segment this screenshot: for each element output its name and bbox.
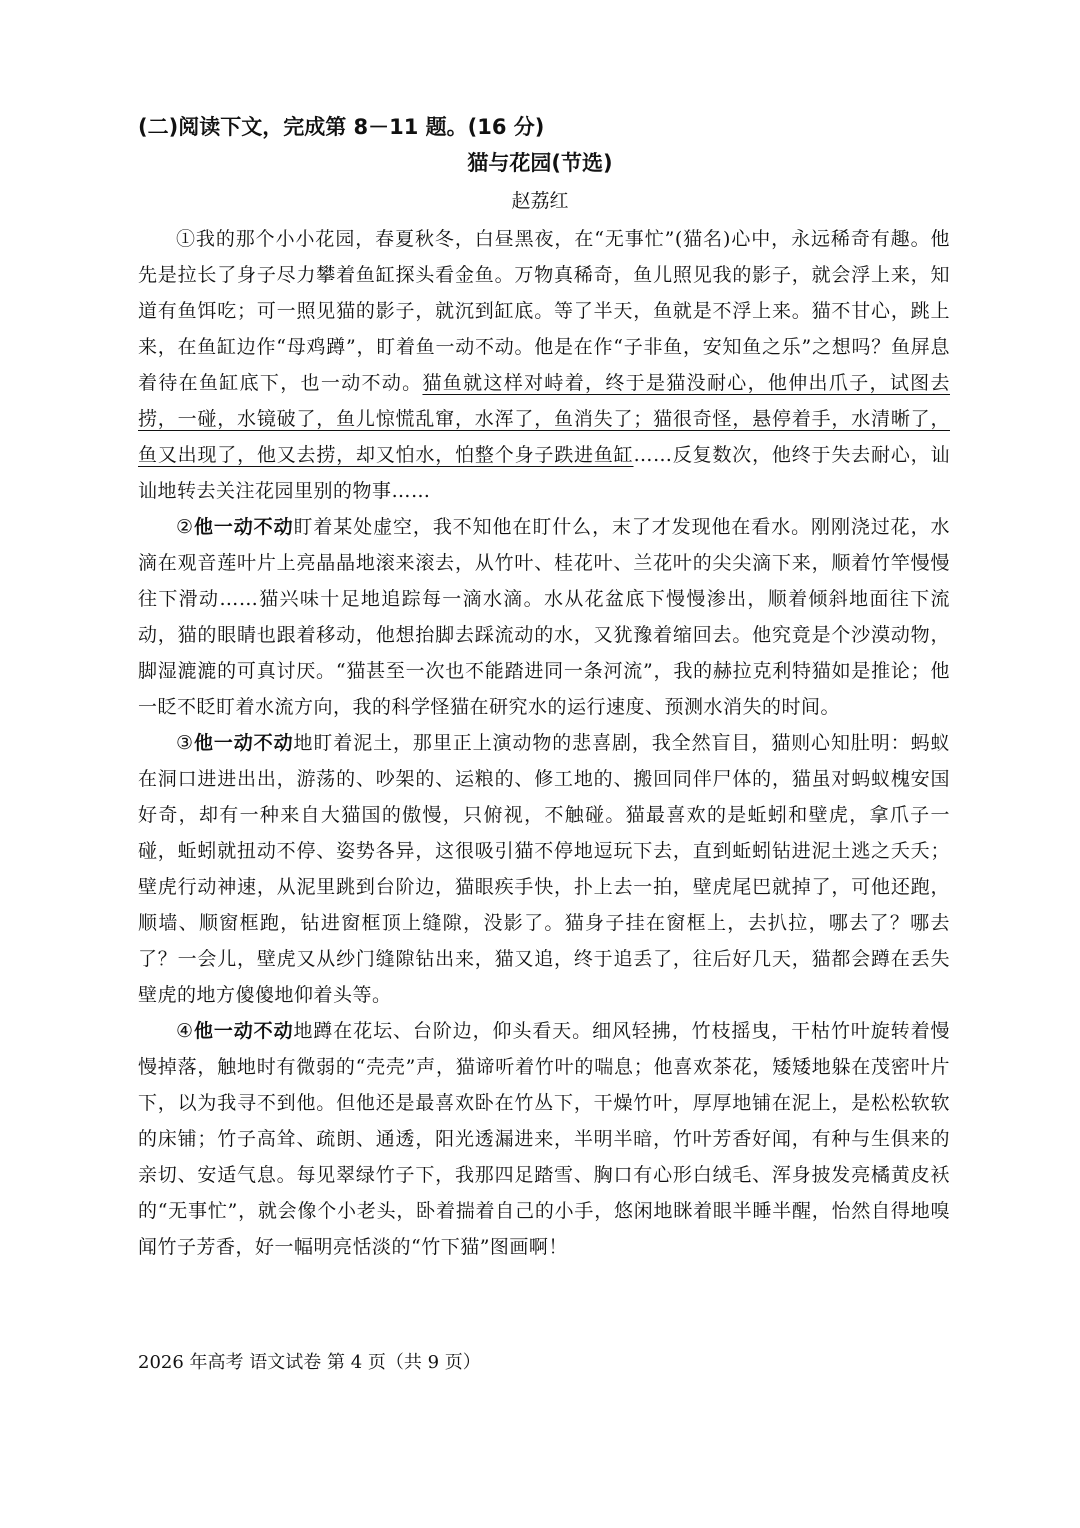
paragraph-3-number: ③ (176, 732, 194, 754)
article-title: 猫与花园(节选) (467, 151, 613, 175)
page-footer: 2026 年高考 语文试卷 第 4 页（共 9 页） (138, 1352, 481, 1373)
paragraph-1-text: ①我的那个小小花园，春夏秋冬，白昼黑夜，在“无事忙”(猫名)心中，永远稀奇有趣。他先是拉长了身子尽力攀着鱼缸探头看金鱼。万物真稀奇，鱼儿照见我的影子，就会浮上来，知道有鱼饵吃；可一照见猫的影子，就沉到缸底。等了半天，鱼就是不浮上来。猫不甘心，跳上来，在鱼缸边作“母鸡蹲”，盯着鱼一动不动。他是在作“子非鱼，安知鱼之乐”之想吗？鱼屏息着待在鱼缸底下，也一动不动。 (138, 228, 950, 394)
paragraph-2 (138, 509, 950, 725)
paragraph-4-number: ④ (176, 1020, 194, 1042)
paragraph-1-underlined-text: 猫鱼就这样对峙着，终于是猫没耐心，他伸出爪子，试图去捞，一碰，水镜破了，鱼儿惊慌乱窜，水浑了，鱼消失了；猫很奇怪，悬停着手，水清晰了，鱼又出现了，他又去捞，却又怕水，怕整个身子跌进鱼缸 (138, 372, 950, 466)
paragraph-2-text: 盯着某处虚空，我不知他在盯什么，末了才发现他在看水。刚刚浇过花，水滴在观音莲叶片上亮晶晶地滚来滚去，从竹叶、桂花叶、兰花叶的尖尖滴下来，顺着竹竿慢慢往下滑动……猫兴味十足地追踪每一滴水滴。水从花盆底下慢慢渗出，顺着倾斜地面往下流动，猫的眼睛也跟着移动，他想抬脚去踩流动的水，又犹豫着缩回去。他究竟是个沙漠动物，脚湿漉漉的可真讨厌。“猫甚至一次也不能踏进同一条河流”，我的赫拉克利特猫如是推论；他一眨不眨盯着水流方向，我的科学怪猫在研究水的运行速度、预测水消失的时间。 (138, 516, 950, 718)
paragraph-2-number: ② (176, 516, 194, 538)
paragraph-3 (138, 725, 950, 1013)
paragraph-2-bold-phrase: 他一动不动 (193, 516, 294, 538)
paragraph-1-text-end: ……反复数次，他终于失去耐心，讪讪地转去关注花园里别的物事…… (138, 444, 950, 502)
paragraph-3-bold-phrase: 他一动不动 (193, 732, 294, 754)
article-body (138, 221, 950, 1265)
paragraph-4 (138, 1013, 950, 1265)
paragraph-1 (138, 221, 950, 509)
section-heading: (二)阅读下文，完成第 8－11 题。(16 分) (138, 115, 545, 139)
paragraph-4-text: 地蹲在花坛、台阶边，仰头看天。细风轻拂，竹枝摇曳，干枯竹叶旋转着慢慢掉落，触地时有微弱的“壳壳”声，猫谛听着竹叶的喘息；他喜欢茶花，矮矮地躲在茂密叶片下，以为我寻不到他。但他还是最喜欢卧在竹丛下，干燥竹叶，厚厚地铺在泥上，是松松软软的床铺；竹子高耸、疏朗、通透，阳光透漏进来，半明半暗，竹叶芳香好闻，有种与生俱来的亲切、安适气息。每见翠绿竹子下，我那四足踏雪、胸口有心形白绒毛、浑身披发亮橘黄皮袄的“无事忙”，就会像个小老头，卧着揣着自己的小手，悠闲地眯着眼半睡半醒，怡然自得地嗅闻竹子芳香，好一幅明亮恬淡的“竹下猫”图画啊！ (138, 1020, 950, 1258)
article-author: 赵荔红 (511, 190, 569, 212)
paragraph-4-bold-phrase: 他一动不动 (193, 1020, 294, 1042)
paragraph-3-text: 地盯着泥土，那里正上演动物的悲喜剧，我全然盲目，猫则心知肚明：蚂蚁在洞口进进出出，游荡的、吵架的、运粮的、修工地的、搬回同伴尸体的，猫虽对蚂蚁槐安国好奇，却有一种来自大猫国的傲慢，只俯视，不触碰。猫最喜欢的是蚯蚓和壁虎，拿爪子一碰，蚯蚓就扭动不停、姿势各异，这很吸引猫不停地逗玩下去，直到蚯蚓钻进泥土逃之夭夭；壁虎行动神速，从泥里跳到台阶边，猫眼疾手快，扑上去一拍，壁虎尾巴就掉了，可他还跑，顺墙、顺窗框跑，钻进窗框顶上缝隙，没影了。猫身子挂在窗框上，去扒拉，哪去了？哪去了？一会儿，壁虎又从纱门缝隙钻出来，猫又追，终于追丢了，往后好几天，猫都会蹲在丢失壁虎的地方傻傻地仰着头等。 (138, 732, 950, 1006)
